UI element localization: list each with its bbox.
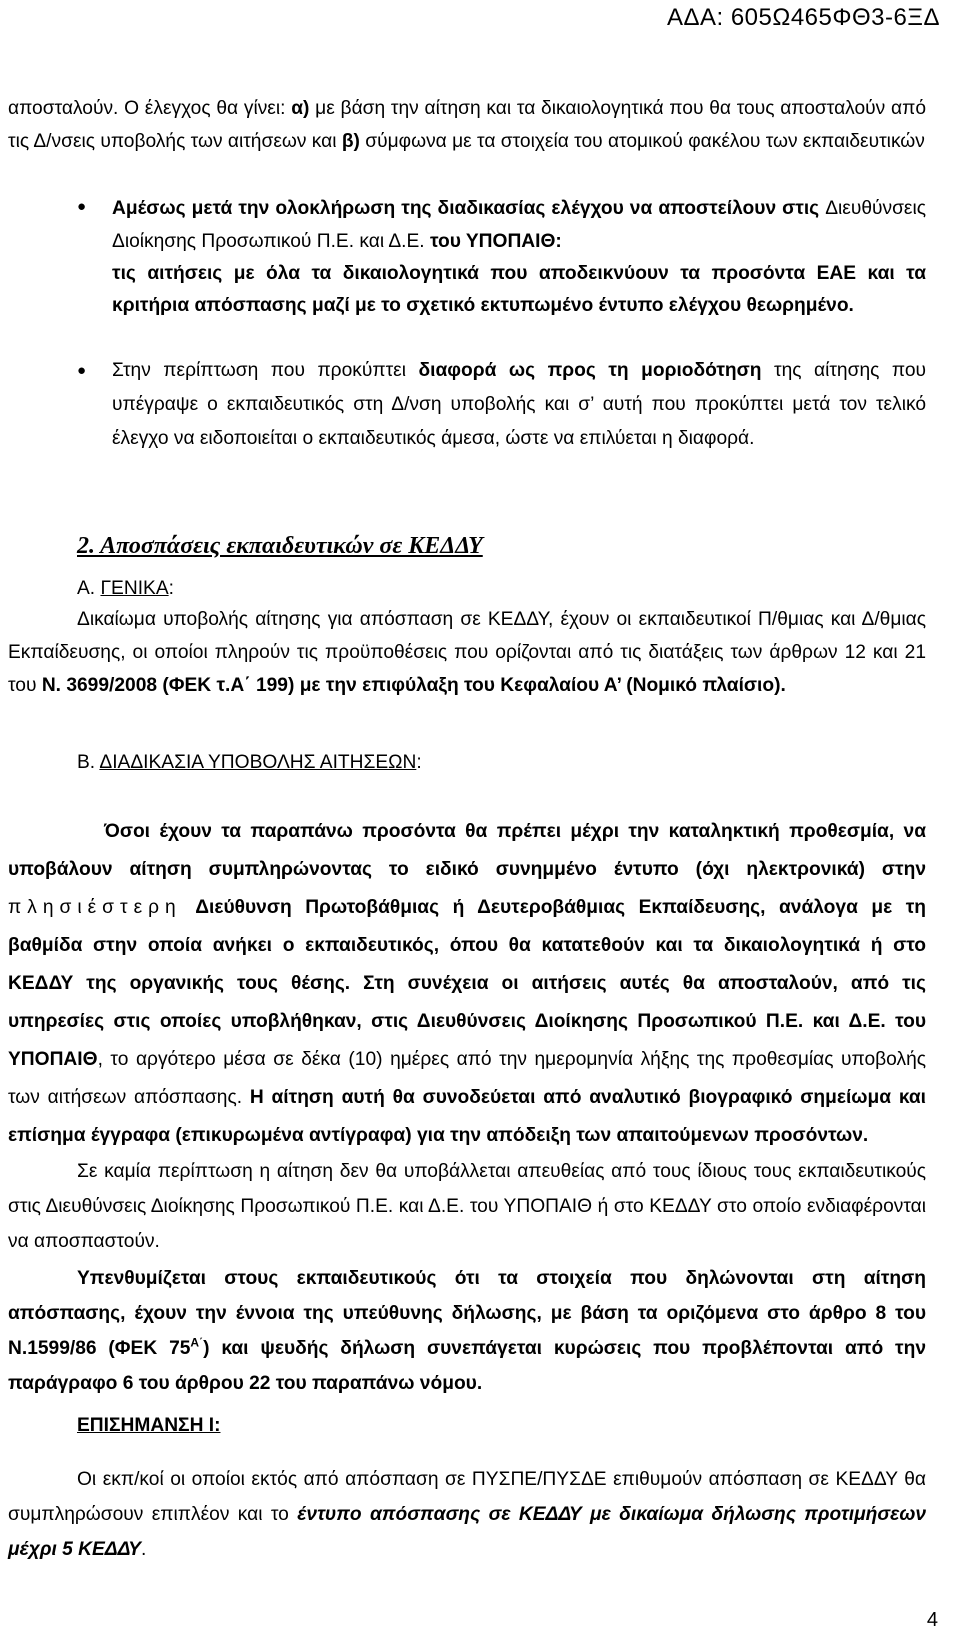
bullet-2-text-1: Στην περίπτωση που προκύπτει bbox=[112, 360, 419, 381]
intro-text-1: αποσταλούν. Ο έλεγχος θα γίνει: bbox=[8, 98, 292, 119]
procedure-bold-1: Όσοι έχουν τα παραπάνω προσόντα θα πρέπει μέχρι την καταληκτική προθεσμία, να υποβάλουν αίτηση συμπληρώνοντας το ειδικό συνημμένο έντυπο (όχι ηλεκτρονικά) στην bbox=[8, 821, 926, 880]
ada-header: ΑΔΑ: 605Ω465ΦΘ3-6ΞΔ bbox=[666, 4, 940, 31]
general-paragraph bbox=[8, 603, 926, 702]
procedure-paragraph-2: Σε καμία περίπτωση η αίτηση δεν θα υποβάλλεται απευθείας από τους ίδιους τους εκπαιδευτικούς στις Διευθύνσεις Διοίκησης Προσωπικού Π.Ε. και Δ.Ε. του ΥΠΟΠΑΙΘ ή στο ΚΕΔΔΥ στο οποίο ενδιαφέρονται να αποσπαστούν. bbox=[8, 1161, 926, 1252]
bullet-2-paragraph bbox=[112, 354, 926, 456]
procedure-reminder-1: Υπενθυμίζεται στους εκπαιδευτικούς ότι τα στοιχεία που δηλώνονται στη αίτηση απόσπασης, έχουν την έννοια της υπεύθυνης δήλωσης, με βάση τα οριζόμενα στο άρθρο 8 του Ν.1599/86 (ΦΕΚ 75 bbox=[8, 1268, 926, 1359]
bullet-icon: ● bbox=[77, 198, 87, 215]
procedure-label-suffix: : bbox=[416, 752, 422, 773]
bullet-icon: ● bbox=[77, 362, 87, 379]
procedure-label bbox=[77, 752, 422, 774]
bullet-2-text-2: της αίτησης που υπέγραψε ο εκπαιδευτικός στη Δ/νση υποβολής και σ’ αυτή που προκύπτει μετά τον τελικό έλεγχο να ειδοποιείται ο εκπαιδευτικός άμεσα, ώστε να επιλύεται η διαφορά. bbox=[112, 360, 927, 449]
intro-text-2: με βάση την αίτηση και τα δικαιολογητικά που θα τους αποσταλούν από τις Δ/νσεις υποβολής των αιτήσεων και bbox=[8, 98, 926, 152]
page-number: 4 bbox=[926, 1609, 938, 1631]
procedure-label-text: ΔΙΑΔΙΚΑΣΙΑ ΥΠΟΒΟΛΗΣ ΑΙΤΗΣΕΩΝ bbox=[99, 752, 417, 773]
intro-paragraph bbox=[8, 92, 926, 158]
general-label-prefix: Α. bbox=[77, 578, 101, 599]
general-law: Ν. 3699/2008 (ΦΕΚ τ.Α΄ 199) με την επιφύλαξη του Κεφαλαίου Α’ (Νομικό πλαίσιο). bbox=[41, 675, 786, 696]
note-paragraph bbox=[8, 1462, 926, 1567]
bullet-1-text-2: Διευθύνσεις Διοίκησης Προσωπικού Π.Ε. και Δ.Ε. bbox=[112, 198, 926, 252]
procedure-bold-3: Η αίτηση αυτή θα συνοδεύεται από αναλυτικό βιογραφικό σημείωμα και επίσημα έγγραφα (επικυρωμένα αντίγραφα) για την απόδειξη των απαιτούμενων προσόντων. bbox=[8, 1087, 927, 1146]
bullet-1-text-1: Αμέσως μετά την ολοκλήρωση της διαδικασίας ελέγχου να αποστείλουν στις bbox=[112, 198, 826, 219]
bullet-1-heading bbox=[112, 192, 926, 258]
procedure-reminder-2: ) και ψευδής δήλωση συνεπάγεται κυρώσεις που προβλέπονται από την παράγραφο 6 του άρθρου 22 του παραπάνω νόμου. bbox=[8, 1338, 926, 1394]
procedure-reminder-sup: Α΄ bbox=[190, 1335, 204, 1350]
intro-b: β) bbox=[341, 131, 360, 152]
general-label-text: ΓΕΝΙΚΑ bbox=[100, 578, 169, 599]
note-text-1: Οι εκπ/κοί οι οποίοι εκτός από απόσπαση σε ΠΥΣΠΕ/ΠΥΣΔΕ επιθυμούν απόσπαση σε ΚΕΔΔΥ θα συμπληρώσουν επιπλέον και το bbox=[8, 1469, 926, 1525]
procedure-paragraph-3 bbox=[8, 1261, 926, 1401]
procedure-text-1: , το αργότερο μέσα σε δέκα (10) ημέρες από την ημερομηνία λήξης της προθεσμίας υποβολής των αιτήσεων απόσπασης. bbox=[8, 1049, 926, 1108]
bullet-2-bold: διαφορά ως προς τη μοριοδότηση bbox=[418, 360, 762, 381]
general-label-suffix: : bbox=[168, 578, 174, 599]
procedure-bold-2: Διεύθυνση Πρωτοβάθμιας ή Δευτεροβάθμιας Εκπαίδευσης, ανάλογα με τη βαθμίδα στην οποία ανήκει ο εκπαιδευτικός, όπου θα κατατεθούν και τα δικαιολογητικά ή στο ΚΕΔΔΥ της οργανικής τους θέσης. Στη συνέχεια οι αιτήσεις αυτές θα αποσταλούν, από τις υπηρεσίες στις οποίες υποβλήθηκαν, στις Διευθύνσεις Διοίκησης Προσωπικού Π.Ε. και Δ.Ε. του ΥΠΟΠΑΙΘ bbox=[8, 897, 926, 1070]
intro-text-3: σύμφωνα με τα στοιχεία του ατομικού φακέλου των εκπαιδευτικών bbox=[359, 131, 925, 152]
intro-a: α) bbox=[291, 98, 310, 119]
note-label: ΕΠΙΣΗΜΑΝΣΗ Ι: bbox=[77, 1415, 221, 1436]
section-2-heading: 2. Αποσπάσεις εκπαιδευτικών σε ΚΕΔΔΥ bbox=[77, 533, 483, 559]
bullet-1-body: τις αιτήσεις με όλα τα δικαιολογητικά που αποδεικνύουν τα προσόντα ΕΑΕ και τα κριτήρια απόσπασης μαζί με το σχετικό εκτυπωμένο έντυπο ελέγχου θεωρημένο. bbox=[112, 263, 926, 316]
procedure-label-prefix: Β. bbox=[77, 752, 100, 773]
general-label bbox=[77, 578, 174, 600]
bullet-1-text-3: του ΥΠΟΠΑΙΘ: bbox=[424, 231, 562, 252]
procedure-spaced-word: πλησιέστερη bbox=[8, 897, 182, 918]
note-text-2: . bbox=[140, 1539, 147, 1560]
note-bold-italic: έντυπο απόσπασης σε ΚΕΔΔΥ με δικαίωμα δήλωσης προτιμήσεων μέχρι 5 ΚΕΔΔΥ bbox=[8, 1504, 926, 1560]
general-text: Δικαίωμα υποβολής αίτησης για απόσπαση σε ΚΕΔΔΥ, έχουν οι εκπαιδευτικοί Π/θμιας και Δ/θμιας Εκπαίδευσης, οι οποίοι πληρούν τις προϋποθέσεις που ορίζονται από τις διατάξεις των άρθρων 12 και 21 του bbox=[8, 609, 926, 696]
procedure-paragraph-1 bbox=[8, 813, 926, 1155]
